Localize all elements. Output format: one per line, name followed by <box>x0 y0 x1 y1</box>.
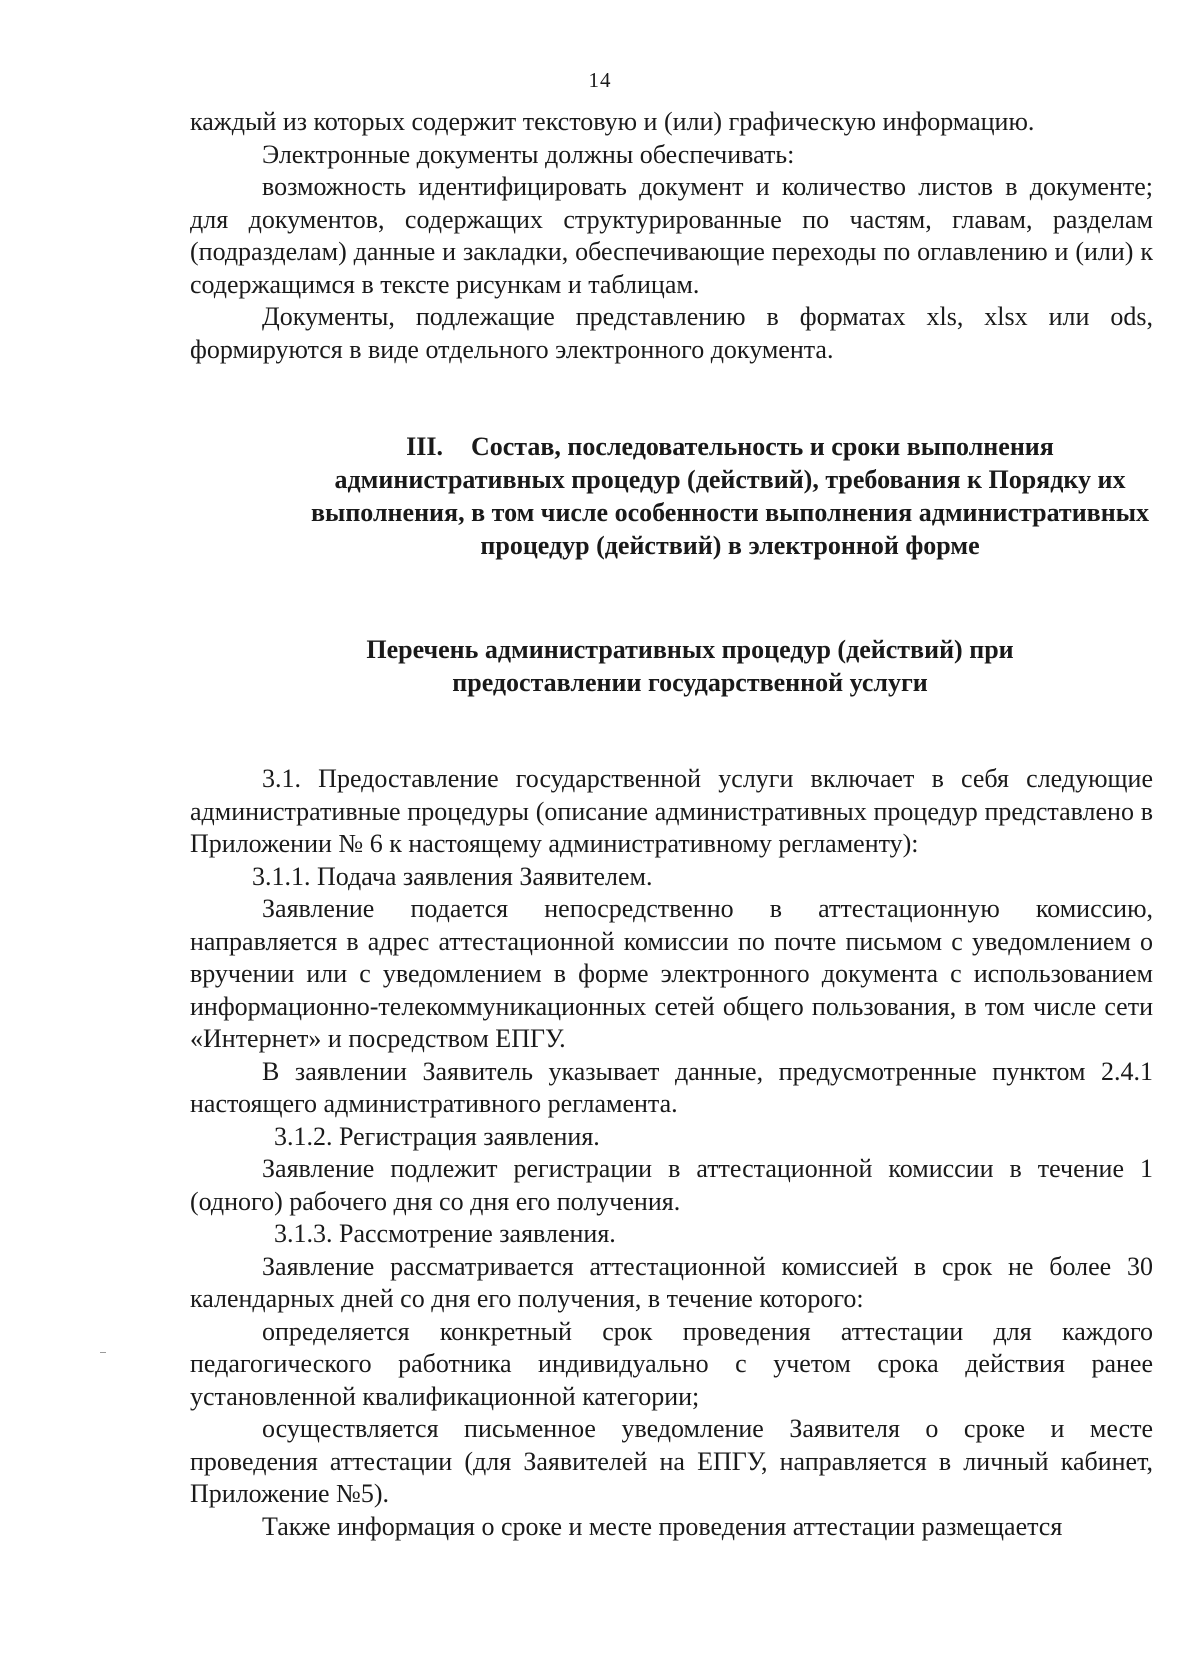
paragraph-info-placement: Также информация о сроке и месте проведения аттестации размещается <box>262 1511 1063 1541</box>
intro-paragraph-continuation: каждый из которых содержит текстовую и (или) графическую информацию. <box>190 107 1035 136</box>
paragraph-3-1-2: 3.1.2. Регистрация заявления. <box>274 1121 600 1151</box>
intro-paragraph-requirements: Электронные документы должны обеспечивать: <box>262 139 795 169</box>
paragraph-application-submission: Заявление подается непосредственно в аттестационную комиссию, направляется в адрес аттестационной комиссии по почте письмом с уведомлением о вручении или с уведомлением в форме электронного документа с использованием информационно-телекоммуникационных сетей общего пользования, в том числе сети «Интернет» и посредством ЕПГУ. <box>190 894 1153 1053</box>
paragraph-3-1-1: 3.1.1. Подача заявления Заявителем. <box>252 861 653 891</box>
section-title-line1: Состав, последовательность и сроки выполнения <box>470 432 1054 461</box>
paragraph-review-notice: осуществляется письменное уведомление Заявителя о сроке и месте проведения аттестации (для Заявителей на ЕПГУ, направляется в личный кабинет, Приложение №5). <box>190 1414 1153 1508</box>
section-title-rest: административных процедур (действий), требования к Порядку их выполнения, в том числе особенности выполнения административных процедур (действий) в электронной форме <box>310 465 1149 560</box>
scan-artifact <box>100 1352 106 1353</box>
paragraph-registration: Заявление подлежит регистрации в аттестационной комиссии в течение 1 (одного) рабочего дня со дня его получения. <box>190 1154 1153 1216</box>
paragraph-3-1-3: 3.1.3. Рассмотрение заявления. <box>274 1219 616 1248</box>
paragraph-3-1: 3.1. Предоставление государственной услуги включает в себя следующие административные процедуры (описание административных процедур представлено в Приложении № 6 к настоящему административному регламенту): <box>190 764 1153 858</box>
section-numeral: III. <box>406 432 443 461</box>
paragraph-review-date: определяется конкретный срок проведения аттестации для каждого педагогического работника индивидуально с учетом срока действия ранее установленной квалификационной категории; <box>190 1316 1153 1411</box>
intro-block <box>190 106 1153 366</box>
paragraph-review-term: Заявление рассматривается аттестационной комиссией в срок не более 30 календарных дней со дня его получения, в течение которого: <box>190 1251 1153 1313</box>
procedures-block <box>190 763 1153 1543</box>
page-number: 14 <box>588 68 612 92</box>
subsection-heading: Перечень административных процедур (действий) при предоставлении государственной услуги <box>366 635 1014 697</box>
paragraph-application-data: В заявлении Заявитель указывает данные, предусмотренные пунктом 2.4.1 настоящего административного регламента. <box>190 1056 1153 1118</box>
section-heading <box>290 430 1170 562</box>
intro-paragraph-formats: Документы, подлежащие представлению в форматах xls, xlsx или ods, формируются в виде отдельного электронного документа. <box>190 302 1153 364</box>
intro-paragraph-capability: возможность идентифицировать документ и количество листов в документе; для документов, содержащих структурированные по частям, главам, разделам (подразделам) данные и закладки, обеспечивающие переходы по оглавлению и (или) к содержащимся в тексте рисункам и таблицам. <box>190 172 1153 299</box>
